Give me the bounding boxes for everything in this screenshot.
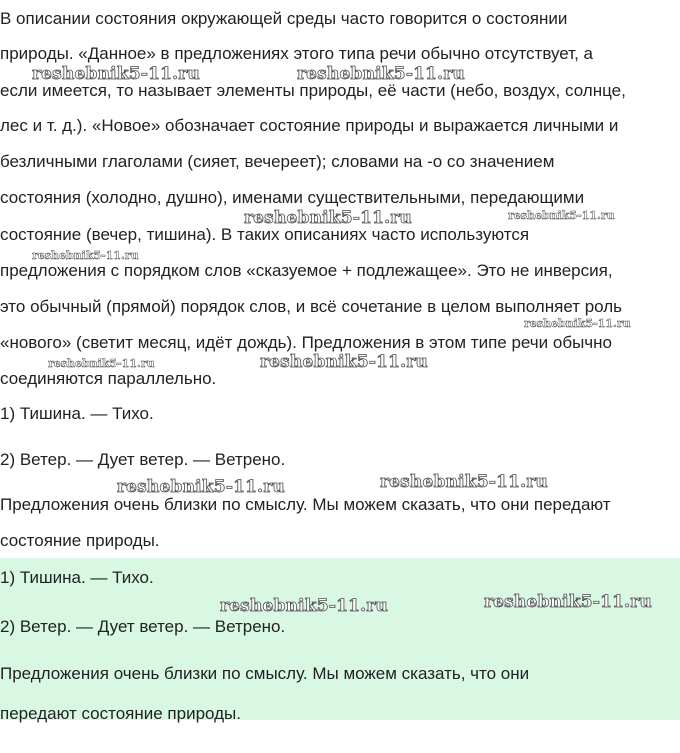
paragraph-line: соединяются параллельно.: [0, 369, 217, 388]
answer-example-line: 2) Ветер. — Дует ветер. — Ветрено.: [0, 617, 286, 636]
watermark: reshebnik5-11.ru: [117, 477, 285, 497]
conclusion-line: состояние природы.: [0, 531, 160, 550]
watermark: reshebnik5-11.ru: [484, 592, 652, 612]
watermark: reshebnik5-11.ru: [220, 596, 388, 616]
paragraph-line: «нового» (светит месяц, идёт дождь). Предложения в этом типе речи обычно: [0, 333, 612, 352]
conclusion-line: Предложения очень близки по смыслу. Мы можем сказать, что они передают: [0, 495, 611, 514]
paragraph-line: это обычный (прямой) порядок слов, и всё сочетание в целом выполняет роль: [0, 297, 623, 316]
watermark: reshebnik5-11.ru: [508, 209, 615, 222]
example-line: 2) Ветер. — Дует ветер. — Ветрено.: [0, 450, 286, 469]
paragraph-line: состояние (вечер, тишина). В таких описаниях часто используются: [0, 225, 530, 244]
paragraph-line: лес и т. д.). «Новое» обозначает состояние природы и выражается личными и: [0, 116, 619, 135]
watermark: reshebnik5-11.ru: [244, 208, 412, 228]
watermark: reshebnik5-11.ru: [260, 352, 428, 372]
paragraph-line: В описании состояния окружающей среды часто говорится о состоянии: [0, 9, 568, 28]
answer-conclusion-line: передают состояние природы.: [0, 704, 241, 723]
watermark: reshebnik5-11.ru: [380, 472, 548, 492]
watermark: reshebnik5-11.ru: [32, 64, 200, 84]
paragraph-line: предложения с порядком слов «сказуемое + подлежащее». Это не инверсия,: [0, 261, 613, 280]
paragraph-line: безличными глаголами (сияет, вечереет); словами на -о со значением: [0, 152, 555, 171]
watermark: reshebnik5-11.ru: [32, 249, 139, 262]
watermark: reshebnik5-11.ru: [297, 64, 465, 84]
answer-conclusion-line: Предложения очень близки по смыслу. Мы можем сказать, что они: [0, 664, 530, 683]
paragraph-line: природы. «Данное» в предложениях этого типа речи обычно отсутствует, а: [0, 44, 593, 63]
paragraph-line: состояния (холодно, душно), именами существительными, передающими: [0, 188, 585, 207]
example-line: 1) Тишина. — Тихо.: [0, 404, 154, 423]
answer-example-line: 1) Тишина. — Тихо.: [0, 568, 154, 587]
watermark: reshebnik5-11.ru: [48, 357, 155, 370]
paragraph-line: если имеется, то называет элементы природы, её части (небо, воздух, солнце,: [0, 81, 626, 100]
watermark: reshebnik5-11.ru: [524, 317, 631, 330]
